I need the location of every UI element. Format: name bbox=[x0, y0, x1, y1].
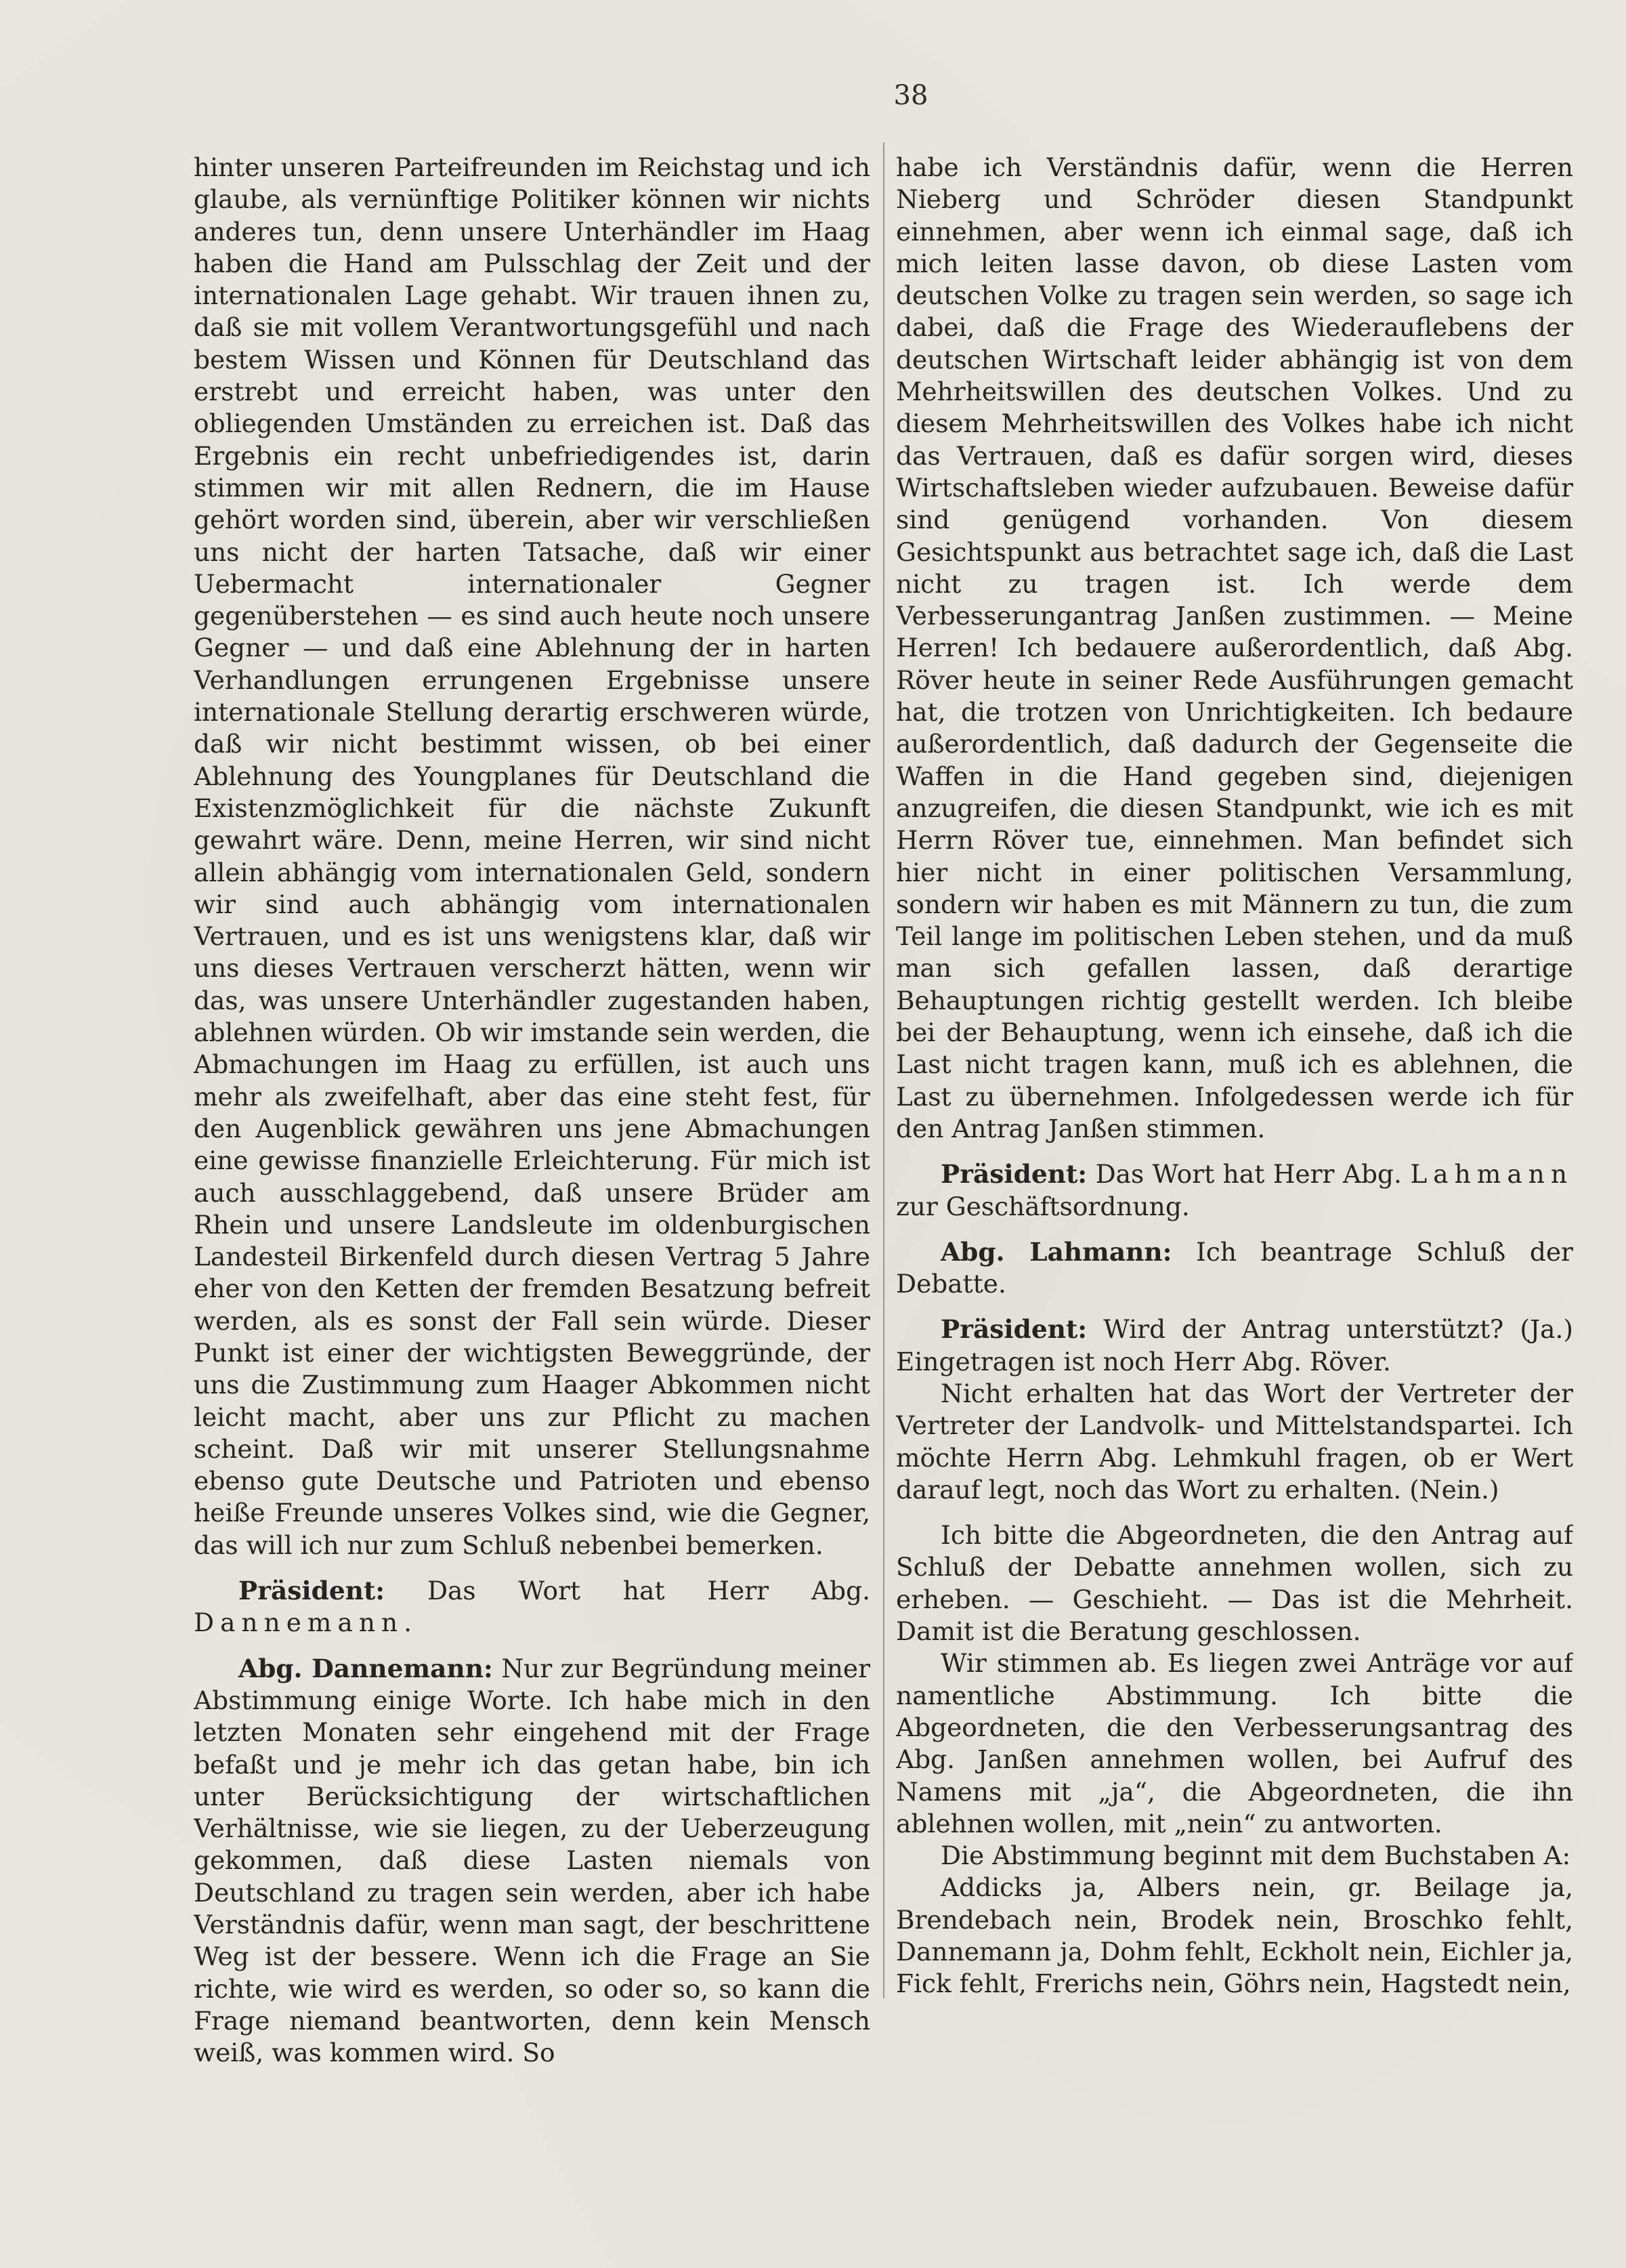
page-number: 38 bbox=[893, 80, 928, 111]
speaker-label: Abg. Dannemann: bbox=[238, 1653, 493, 1683]
paragraph: Die Abstimmung beginnt mit dem Buchstaben A: bbox=[941, 1841, 1571, 1871]
paragraph-text: Das Wort hat Herr Abg. bbox=[1087, 1159, 1411, 1190]
left-column bbox=[194, 152, 870, 2211]
paragraph bbox=[194, 1575, 870, 1639]
paragraph-text: zur Geschäftsordnung. bbox=[896, 1191, 1190, 1221]
paragraph-text: Nur zur Begründung meiner Abstimmung einige Worte. Ich habe mich in den letzten Monaten sehr eingehend mit der Frage befaßt und je mehr ich das getan habe, bin ich unter Berücksichtigung der wirtschaftlichen Verhältnisse, wie sie liegen, zu der Ueberzeugung gekommen, daß diese Lasten niemals von Deutschland zu tragen sein werden, aber ich habe Verständnis dafür, wenn man sagt, der beschrittene Weg ist der bessere. Wenn ich die Frage an Sie richte, wie wird es werden, so oder so, so kann die Frage niemand beantworten, denn kein Mensch weiß, was kommen wird. So bbox=[194, 1653, 870, 2068]
paragraph bbox=[896, 1158, 1573, 1223]
paragraph: Wir stimmen ab. Es liegen zwei Anträge vor auf namentliche Abstimmung. Ich bitte die Abgeordneten, die den Verbesserungsantrag des Abg. Janßen annehmen wollen, bei Aufruf des Namens mit „ja“, die Abgeordneten, die ihn ablehnen wollen, mit „nein“ zu antworten. bbox=[896, 1648, 1573, 1839]
paragraph-text: . bbox=[404, 1608, 412, 1638]
paragraph-text: Ich beantrage Schluß der Debatte. bbox=[896, 1236, 1573, 1299]
speaker-label: Präsident: bbox=[238, 1576, 385, 1606]
paragraph bbox=[896, 1236, 1573, 1301]
paragraph bbox=[194, 1653, 870, 2070]
paragraph-text: Das Wort hat Herr Abg. bbox=[385, 1576, 870, 1606]
paragraph bbox=[896, 1314, 1573, 1378]
spaced-name: Lahmann bbox=[1410, 1159, 1573, 1190]
speaker-label: Präsident: bbox=[941, 1159, 1088, 1190]
spaced-name: Dannemann bbox=[194, 1608, 404, 1638]
speaker-label: Präsident: bbox=[941, 1314, 1088, 1345]
speaker-label: Abg. Lahmann: bbox=[941, 1236, 1172, 1267]
paragraph: Nicht erhalten hat das Wort der Vertreter der Vertreter der Landvolk- und Mittelstandspartei. Ich möchte Herrn Abg. Lehmkuhl fragen, ob er Wert darauf legt, noch das Wort zu erhalten. (Nein.) bbox=[896, 1378, 1573, 1505]
paragraph-text: Wird der Antrag unterstützt? (Ja.) Eingetragen ist noch Herr Abg. Röver. bbox=[896, 1314, 1573, 1377]
paragraph: Addicks ja, Albers nein, gr. Beilage ja, Brendebach nein, Brodek nein, Broschko fehlt, Dannemann ja, Dohm fehlt, Eckholt nein, Eichler ja, Fick fehlt, Frerichs nein, Göhrs nein, Hagstedt nein, bbox=[896, 1872, 1573, 1999]
right-column bbox=[896, 152, 1573, 2211]
paragraph: hinter unseren Parteifreunden im Reichstag und ich glaube, als vernünftige Politiker können wir nichts anderes tun, denn unsere Unterhändler im Haag haben die Hand am Pulsschlag der Zeit und der internationalen Lage gehabt. Wir trauen ihnen zu, daß sie mit vollem Verantwortungsgefühl und nach bestem Wissen und Können für Deutschland das erstrebt und erreicht haben, was unter den obliegenden Umständen zu erreichen ist. Daß das Ergebnis ein recht unbefriedigendes ist, darin stimmen wir mit allen Rednern, die im Hause gehört worden sind, überein, aber wir verschließen uns nicht der harten Tatsache, daß wir einer Uebermacht internationaler Gegner gegenüberstehen — es sind auch heute noch unsere Gegner — und daß eine Ablehnung der in harten Verhandlungen errungenen Ergebnisse unsere internationale Stellung derartig erschweren würde, daß wir nicht bestimmt wissen, ob bei einer Ablehnung des Youngplanes für Deutschland die Existenzmöglichkeit für die nächste Zukunft gewahrt wäre. Denn, meine Herren, wir sind nicht allein abhängig vom internationalen Geld, sondern wir sind auch abhängig vom internationalen Vertrauen, und es ist uns wenigstens klar, daß wir uns dieses Vertrauen verscherzt hätten, wenn wir das, was unsere Unterhändler zugestanden haben, ablehnen würden. Ob wir imstande sein werden, die Abmachungen im Haag zu erfüllen, ist auch uns mehr als zweifelhaft, aber das eine steht fest, für den Augenblick gewähren uns jene Abmachungen eine gewisse finanzielle Erleichterung. Für mich ist auch ausschlaggebend, daß unsere Brüder am Rhein und unsere Landsleute im oldenburgischen Landesteil Birkenfeld durch diesen Vertrag 5 Jahre eher von den Ketten der fremden Besatzung befreit werden, als es sonst der Fall sein würde. Dieser Punkt ist einer der wichtigsten Beweggründe, der uns die Zustimmung zum Haager Abkommen nicht leicht macht, aber uns zur Pflicht zu machen scheint. Daß wir mit unserer Stellungsnahme ebenso gute Deutsche und Patrioten und ebenso heiße Freunde unseres Volkes sind, wie die Gegner, das will ich nur zum Schluß nebenbei bemerken. bbox=[194, 152, 870, 1560]
paragraph: habe ich Verständnis dafür, wenn die Herren Nieberg und Schröder diesen Standpunkt einnehmen, aber wenn ich einmal sage, daß ich mich leiten lasse davon, ob diese Lasten vom deutschen Volke zu tragen sein werden, so sage ich dabei, daß die Frage des Wiederauflebens der deutschen Wirtschaft leider abhängig ist von dem Mehrheitswillen des deutschen Volkes. Und zu diesem Mehrheitswillen des Volkes habe ich nicht das Vertrauen, daß es dafür sorgen wird, dieses Wirtschaftsleben wieder aufzubauen. Beweise dafür sind genügend vorhanden. Von diesem Gesichtspunkt aus betrachtet sage ich, daß die Last nicht zu tragen ist. Ich werde dem Verbesserungantrag Janßen zustimmen. — Meine Herren! Ich bedauere außerordentlich, daß Abg. Röver heute in seiner Rede Ausführungen gemacht hat, die trotzen von Unrichtigkeiten. Ich bedaure außerordentlich, daß dadurch der Gegenseite die Waffen in die Hand gegeben sind, diejenigen anzugreifen, die diesen Standpunkt, wie ich es mit Herrn Röver tue, einnehmen. Man befindet sich hier nicht in einer politischen Versammlung, sondern wir haben es mit Männern zu tun, die zum Teil lange im politischen Leben stehen, und da muß man sich gefallen lassen, daß derartige Behauptungen richtig gestellt werden. Ich bleibe bei der Behauptung, wenn ich einsehe, daß ich die Last nicht tragen kann, muß ich es ablehnen, die Last zu übernehmen. Infolgedessen werde ich für den Antrag Janßen stimmen. bbox=[896, 152, 1573, 1143]
column-divider bbox=[883, 142, 884, 1998]
paragraph: Ich bitte die Abgeordneten, die den Antrag auf Schluß der Debatte annehmen wollen, sich zu erheben. — Geschieht. — Das ist die Mehrheit. Damit ist die Beratung geschlossen. bbox=[896, 1520, 1573, 1647]
